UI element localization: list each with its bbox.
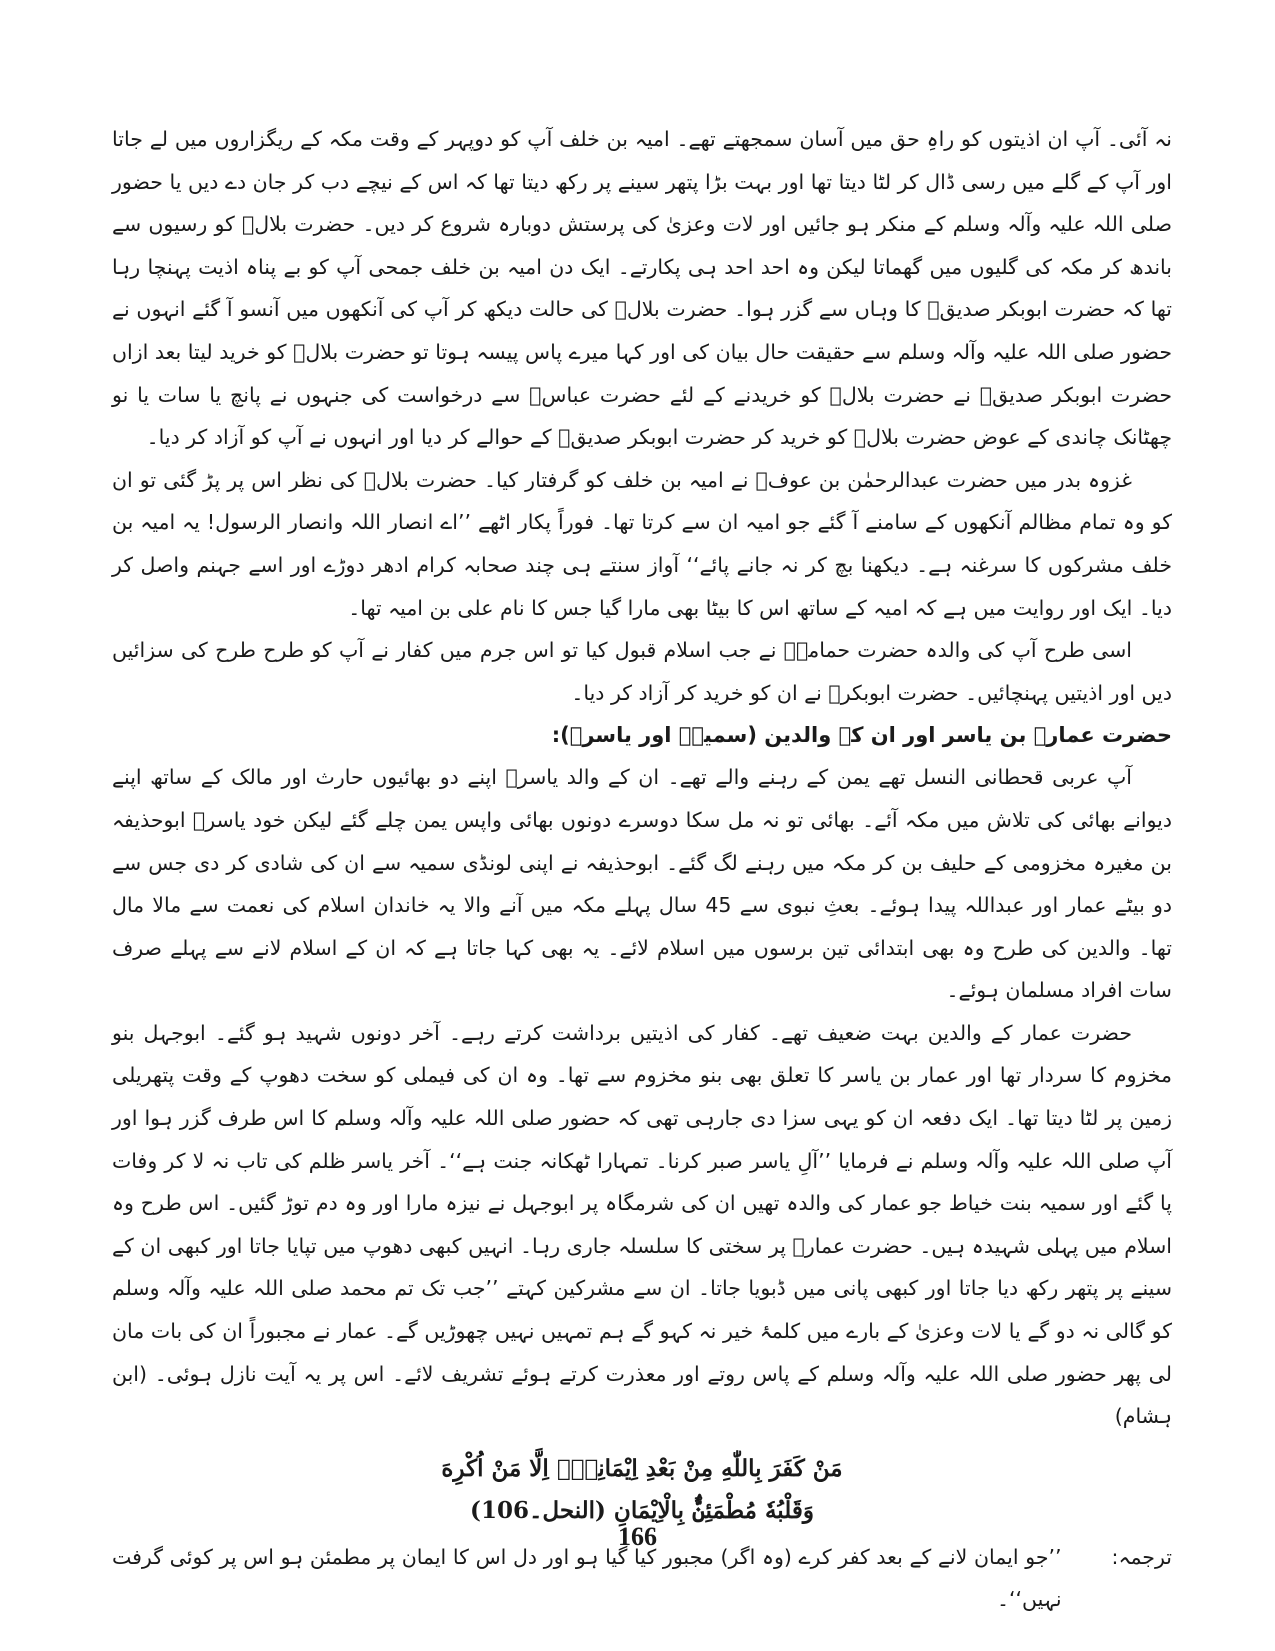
paragraph-4: آپ عربی قحطانی النسل تھے یمن کے رہنے والے تھے۔ ان کے والد یاسرؓ اپنے دو بھائیوں حارث اور مالک کے ساتھ اپنے دیوانے بھائی کی تلاش میں مکہ آئے۔ بھائی تو نہ مل سکا دوسرے دونوں بھائی واپس یمن چلے گئے لیکن خود یاسرؓ ابوحذیفہ بن مغیرہ مخزومی کے حلیف بن کر مکہ میں رہنے لگ گئے۔ ابوحذیفہ نے اپنی لونڈی سمیہ سے ان کی شادی کر دی جس سے دو بیٹے عمار اور عبداللہ پیدا ہوئے۔ بعثِ نبوی سے 45 سال پہلے مکہ میں آنے والا یہ خاندان اسلام کی نعمت سے مالا مال تھا۔ والدین کی طرح وہ بھی ابتدائی تین برسوں میں اسلام لائے۔ یہ بھی کہا جاتا ہے کہ ان کے اسلام لانے سے پہلے صرف سات افراد مسلمان ہوئے۔ — [112, 765, 1172, 1003]
translation-label: ترجمہ: — [1111, 1544, 1172, 1569]
verse-line-2: وَقَلْبُهٗ مُطْمَئِنٌّۢ بِالْاِيْمَانِ (النحل۔106) — [470, 1496, 814, 1524]
paragraph-3: اسی طرح آپ کی والدہ حضرت حمامہؓ نے جب اسلام قبول کیا تو اس جرم میں کفار نے آپ کو طرح طرح کی سزائیں دیں اور اذیتیں پہنچائیں۔ حضرت ابوبکرؓ نے ان کو خرید کر آزاد کر دیا۔ — [112, 638, 1172, 705]
verse-line-1: مَنْ كَفَرَ بِاللّٰهِ مِنْ بَعْدِ اِيْمَانِهٖٓ اِلَّا مَنْ اُكْرِهَ — [441, 1454, 843, 1482]
translation-text: ’’جو ایمان لانے کے بعد کفر کرے (وہ اگر) مجبور کیا گیا ہو اور دل اس کا ایمان پر مطمئن ہو اس پر کوئی گرفت نہیں‘‘۔ — [112, 1544, 1062, 1611]
paragraph-2: غزوہ بدر میں حضرت عبدالرحمٰن بن عوفؓ نے امیہ بن خلف کو گرفتار کیا۔ حضرت بلالؓ کی نظر اس پر پڑ گئی تو ان کو وہ تمام مظالم آنکھوں کے سامنے آ گئے جو امیہ ان سے کرتا تھا۔ فوراً پکار اٹھے ’’اے انصار اللہ وانصار الرسول! یہ امیہ بن خلف مشرکوں کا سرغنہ ہے۔ دیکھنا بچ کر نہ جانے پائے‘‘ آواز سنتے ہی چند صحابہ کرام ادھر دوڑے اور اسے جہنم واصل کر دیا۔ ایک اور روایت میں ہے کہ امیہ کے ساتھ اس کا بیٹا بھی مارا گیا جس کا نام علی بن امیہ تھا۔ — [112, 467, 1172, 620]
section-heading: حضرت عمارؓ بن یاسر اور ان کے والدین (سمیہؓ اور یاسرؓ): — [551, 723, 1172, 748]
page-number: 166 — [618, 1522, 657, 1551]
paragraph-1: نہ آئی۔ آپ ان اذیتوں کو راہِ حق میں آسان سمجھتے تھے۔ امیہ بن خلف آپ کو دوپہر کے وقت مکہ کے ریگزاروں میں لے جاتا اور آپ کے گلے میں رسی ڈال کر لٹا دیتا تھا اور بہت بڑا پتھر سینے پر رکھ دیتا تھا کہ اس کے نیچے دب کر جان دے دیں یا حضور صلی اللہ علیہ وآلہ وسلم کے منکر ہو جائیں اور لات وعزیٰ کی پرستش دوبارہ شروع کر دیں۔ حضرت بلالؓ کو رسیوں سے باندھ کر مکہ کی گلیوں میں گھماتا لیکن وہ احد احد ہی پکارتے۔ ایک دن امیہ بن خلف جمحی آپ کو بے پناہ اذیت پہنچا رہا تھا کہ حضرت ابوبکر صدیقؓ کا وہاں سے گزر ہوا۔ حضرت بلالؓ کی حالت دیکھ کر آپ کی آنکھوں میں آنسو آ گئے انہوں نے حضور صلی اللہ علیہ وآلہ وسلم سے حقیقت حال بیان کی اور کہا میرے پاس پیسہ ہوتا تو حضرت بلالؓ کو خرید لیتا بعد ازاں حضرت ابوبکر صدیقؓ نے حضرت بلالؓ کو خریدنے کے لئے حضرت عباسؓ سے درخواست کی جنہوں نے پانچ یا سات یا نو چھٹانک چاندی کے عوض حضرت بلالؓ کو خرید کر حضرت ابوبکر صدیقؓ کے حوالے کر دیا اور انہوں نے آپ کو آزاد کر دیا۔ — [112, 127, 1172, 450]
document-body — [112, 118, 1172, 1620]
quran-verse — [112, 1448, 1172, 1532]
paragraph-5: حضرت عمار کے والدین بہت ضعیف تھے۔ کفار کی اذیتیں برداشت کرتے رہے۔ آخر دونوں شہید ہو گئے۔ ابوجہل بنو مخزوم کا سردار تھا اور عمار بن یاسر کا تعلق بھی بنو مخزوم سے تھا۔ وہ ان کی فیملی کو سخت دھوپ کے وقت پتھریلی زمین پر لٹا دیتا تھا۔ ایک دفعہ ان کو یہی سزا دی جارہی تھی کہ حضور صلی اللہ علیہ وآلہ وسلم کا اس طرف گزر ہوا اور آپ صلی اللہ علیہ وآلہ وسلم نے فرمایا ’’آلِ یاسر صبر کرنا۔ تمہارا ٹھکانہ جنت ہے‘‘۔ آخر یاسر ظلم کی تاب نہ لا کر وفات پا گئے اور سمیہ بنت خیاط جو عمار کی والدہ تھیں ان کی شرمگاہ پر ابوجہل نے نیزہ مارا اور وہ دم توڑ گئیں۔ اس طرح وہ اسلام میں پہلی شہیدہ ہیں۔ حضرت عمارؓ پر سختی کا سلسلہ جاری رہا۔ انہیں کبھی دھوپ میں تپایا جاتا اور کبھی ان کے سینے پر پتھر رکھ دیا جاتا اور کبھی پانی میں ڈبویا جاتا۔ ان سے مشرکین کہتے ’’جب تک تم محمد صلی اللہ علیہ وآلہ وسلم کو گالی نہ دو گے یا لات وعزیٰ کے بارے میں کلمۂ خیر نہ کہو گے ہم تمہیں نہیں چھوڑیں گے۔ عمار نے مجبوراً ان کی بات مان لی پھر حضور صلی اللہ علیہ وآلہ وسلم کے پاس روتے اور معذرت کرتے ہوئے تشریف لائے۔ اس پر یہ آیت نازل ہوئی۔ (ابن ہشام) — [112, 1020, 1172, 1429]
